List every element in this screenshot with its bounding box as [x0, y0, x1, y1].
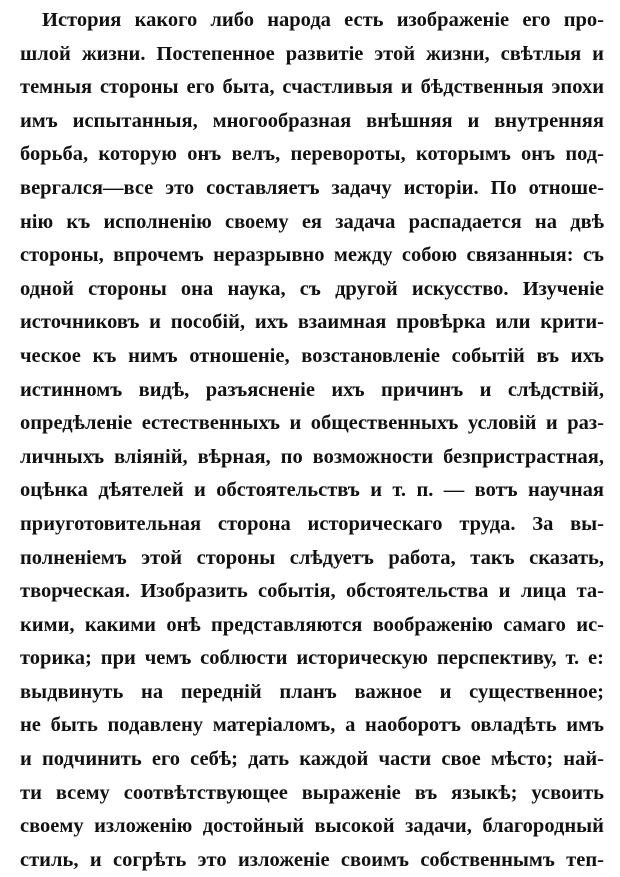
text-line-25: своему изложенію достойный высокой задачи, благородный: [20, 815, 604, 838]
text-line-8: стороны, впрочемъ неразрывно между собою связанныя: съ: [20, 244, 604, 267]
text-line-19: кими, какими онѣ представляются воображенію самаго ис-: [20, 613, 604, 636]
text-line-14: личныхъ вліяній, вѣрная, по возможности безпристрастная,: [20, 445, 604, 468]
text-line-20: торика; при чемъ соблюсти историческую перспективу, т. е:: [20, 647, 604, 670]
text-line-4: имъ испытанныя, многообразная внѣшняя и внутренняя: [20, 109, 604, 132]
text-line-11: ческое къ нимъ отношеніе, возстановленіе событій въ ихъ: [20, 344, 604, 367]
text-line-7: нію къ исполненію своему ея задача распадается на двѣ: [20, 210, 604, 233]
text-line-2: шлой жизни. Постепенное развитіе этой жизни, свѣтлыя и: [20, 42, 604, 65]
text-line-12: истинномъ видѣ, разъясненіе ихъ причинъ и слѣдствій,: [20, 378, 604, 401]
text-line-16: приуготовительная сторона историческаго труда. За вы-: [20, 512, 604, 535]
text-line-17: полненіемъ этой стороны слѣдуетъ работа, такъ сказать,: [20, 546, 604, 569]
text-line-10: источниковъ и пособій, ихъ взаимная провѣрка или крити-: [20, 311, 604, 334]
text-line-21: выдвинуть на передній планъ важное и существенное;: [20, 680, 604, 703]
text-line-9: одной стороны она наука, съ другой искусство. Изученіе: [20, 277, 604, 300]
text-line-1: История какого либо народа есть изображеніе его про-: [42, 9, 604, 31]
text-line-15: оцѣнка дѣятелей и обстоятельствъ и т. п. — вотъ научная: [20, 479, 604, 502]
text-line-13: опредѣленіе естественныхъ и общественныхъ условій и раз-: [20, 412, 604, 435]
body-paragraph: [20, 4, 604, 877]
text-line-5: борьба, которую онъ велъ, перевороты, которымъ онъ под-: [20, 143, 604, 166]
text-line-18: творческая. Изобразить событія, обстоятельства и лица та-: [20, 580, 604, 603]
text-line-24: ти всему соотвѣтствующее выраженіе въ языкѣ; усвоить: [20, 781, 604, 804]
text-line-6: вергался—все это составляетъ задачу исторіи. По отноше-: [20, 176, 604, 199]
text-line-26: стиль, и согрѣть это изложеніе своимъ собственнымъ теп-: [20, 848, 604, 871]
text-line-23: и подчинить его себѣ; дать каждой части свое мѣсто; най-: [20, 748, 604, 771]
text-line-22: не быть подавлену матеріаломъ, а наоборотъ овладѣть имъ: [20, 714, 604, 737]
text-line-3: темныя стороны его быта, счастливыя и бѣдственныя эпохи: [20, 76, 604, 99]
